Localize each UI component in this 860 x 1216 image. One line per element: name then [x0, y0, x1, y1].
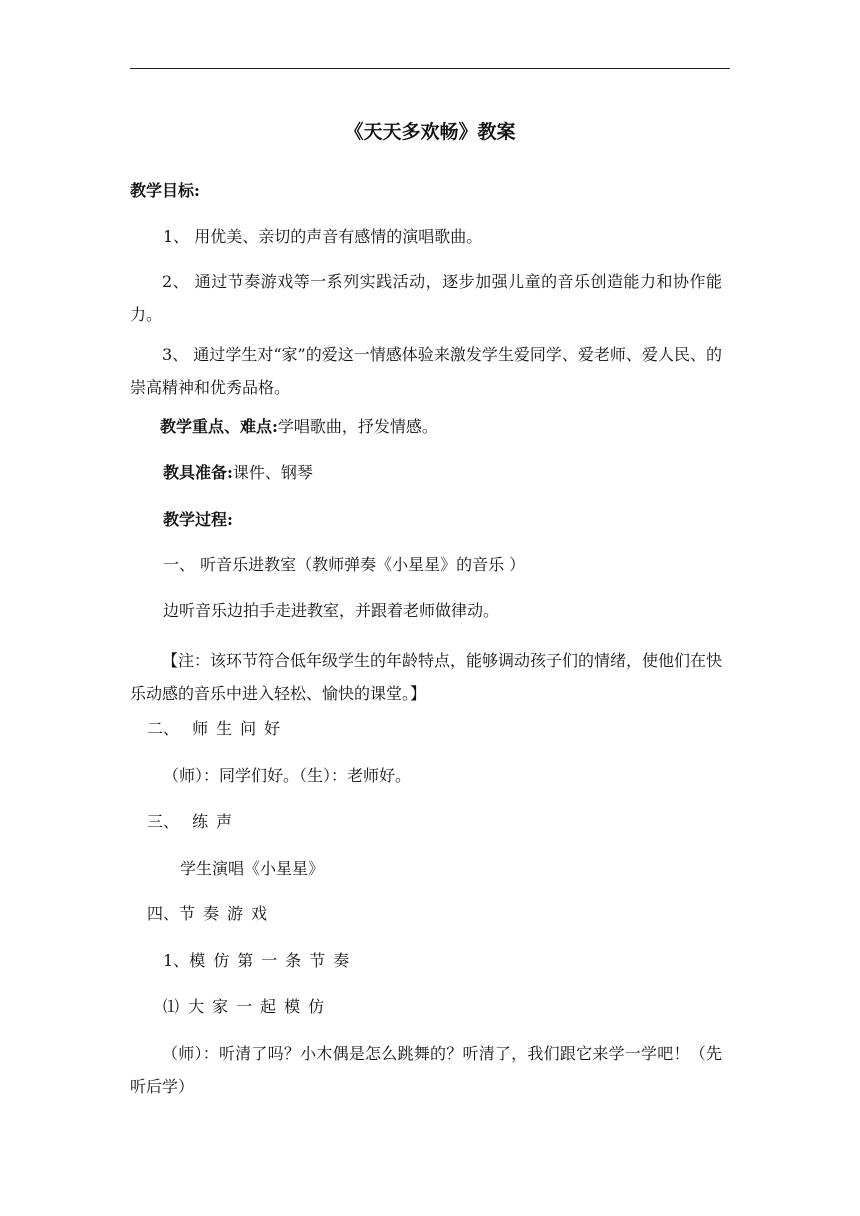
objective-2: 2、 通过节奏游戏等一系列实践活动，逐步加强儿童的音乐创造能力和协作能力。 — [130, 272, 722, 324]
top-rule — [130, 68, 730, 69]
step-1: 一、 听音乐进教室（教师弹奏《小星星》的音乐 ） — [163, 555, 526, 574]
step-2-text: 师生问好 — [192, 719, 289, 738]
step-3 — [147, 810, 240, 834]
objective-3: 3、 通过学生对“家”的爱这一情感体验来激发学生爱同学、爱老师、爱人民、的崇高精神和优秀品格。 — [130, 345, 722, 397]
step-2-num: 二、 — [147, 719, 180, 738]
page-title: 《天天多欢畅》教案 — [344, 121, 516, 143]
objectives-heading: 教学目标: — [130, 181, 200, 200]
tools-label: 教具准备: — [163, 463, 233, 482]
note: 【注：该环节符合低年级学生的年龄特点，能够调动孩子们的情绪，使他们在快乐动感的音乐中进入轻松、愉快的课堂。】 — [130, 651, 723, 703]
key-points-text: 学唱歌曲，抒发情感。 — [277, 417, 438, 436]
step-4-sub-sub-num: ⑴ — [163, 997, 180, 1016]
step-2 — [147, 717, 288, 741]
step-4-sub — [163, 949, 357, 973]
step-2-detail: （师）：同学们好。（生）：老师好。 — [163, 766, 412, 785]
process-heading: 教学过程: — [163, 510, 233, 529]
objective-1: 1、 用优美、亲切的声音有感情的演唱歌曲。 — [163, 227, 483, 246]
step-3-num: 三、 — [147, 812, 180, 831]
key-points — [160, 415, 438, 439]
step-3-text: 练声 — [192, 812, 241, 831]
key-points-label: 教学重点、难点: — [160, 417, 278, 436]
step-4-sub-num: 1、 — [163, 951, 190, 970]
step-4-sub-sub-text: 大家一起模仿 — [188, 997, 333, 1016]
step-4 — [147, 902, 275, 926]
tools-text: 课件、钢琴 — [232, 463, 313, 482]
step-4-sub-text: 模仿第一条节奏 — [189, 951, 358, 970]
tools — [163, 461, 313, 485]
step-3-detail: 学生演唱《小星星》 — [180, 859, 325, 878]
dialogue: （师）：听清了吗？小木偶是怎么跳舞的？听清了，我们跟它来学一学吧！（先听后学） — [130, 1044, 722, 1096]
step-4-text: 节奏游戏 — [179, 904, 276, 923]
step-4-num: 四、 — [147, 904, 180, 923]
step-1-detail: 边听音乐边拍手走进教室，并跟着老师做律动。 — [163, 601, 500, 620]
step-4-sub-sub — [163, 995, 332, 1019]
